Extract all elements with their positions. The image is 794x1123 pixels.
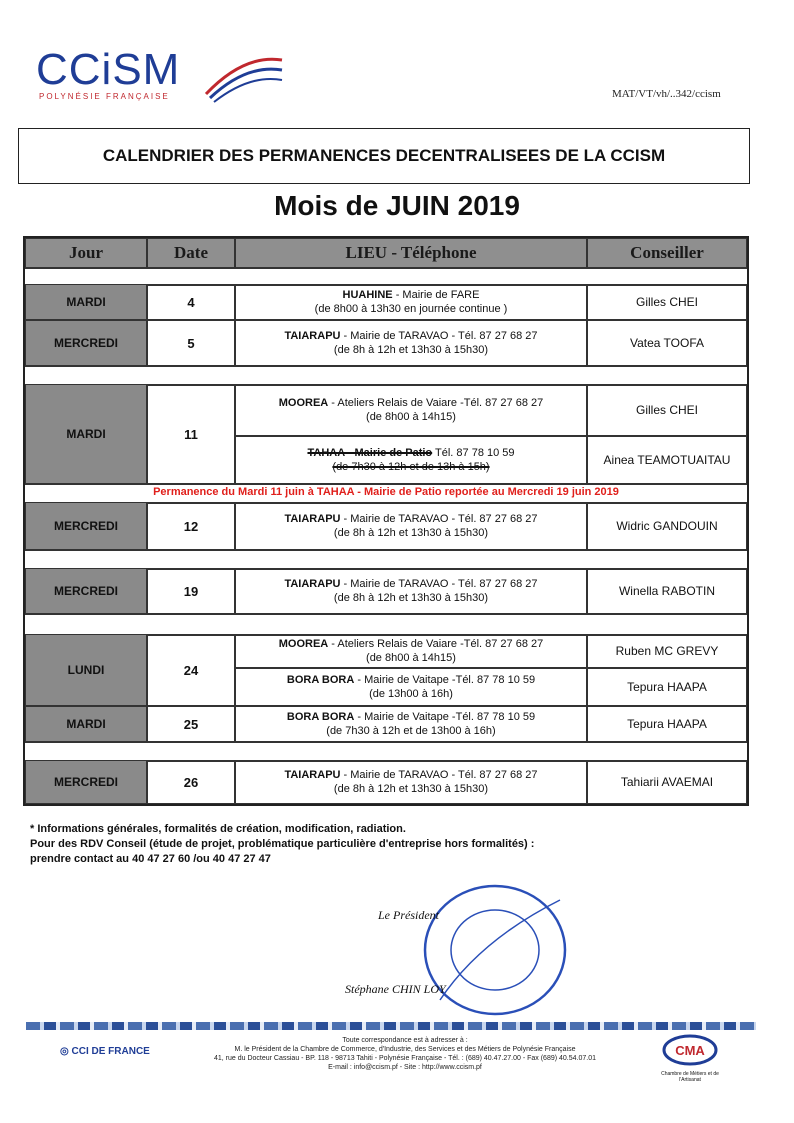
place-detail: - Mairie de FARE	[392, 289, 480, 301]
table-row	[25, 634, 747, 706]
logo-text: CCiSM	[36, 45, 181, 94]
date-cell: 25	[147, 706, 235, 742]
advisor-cell: Tahiarii AVAEMAI	[587, 760, 747, 804]
advisor-cell: Vatea TOOFA	[587, 320, 747, 366]
table-row	[25, 502, 747, 550]
place-name: BORA BORA	[286, 674, 355, 686]
place-detail: - Mairie de TARAVAO - Tél. 87 27 68 27	[340, 513, 538, 525]
table-row	[25, 760, 747, 804]
information-notes	[30, 822, 730, 867]
day-cell: MERCREDI	[25, 760, 147, 804]
place-name: TAIARAPU	[284, 769, 341, 781]
schedule-table	[23, 236, 749, 806]
hours: (de 8h00 à 13h30 en journée continue )	[314, 303, 508, 315]
place-detail: - Ateliers Relais de Vaiare -Tél. 87 27 68 27	[328, 397, 544, 409]
signatory-name: Stéphane CHIN LOY	[345, 982, 446, 996]
cma-logo	[660, 1034, 720, 1084]
date-cell: 19	[147, 568, 235, 614]
ccism-logo	[36, 45, 276, 108]
place-name: TAIARAPU	[284, 578, 341, 590]
day-cell: MARDI	[25, 706, 147, 742]
place-name: HUAHINE	[342, 289, 393, 301]
table-header-row	[25, 238, 747, 268]
place-detail: Tél. 87 78 10 59	[432, 447, 515, 459]
date-cell: 5	[147, 320, 235, 366]
place-name: MOOREA	[278, 638, 329, 650]
col-header-place: LIEU - Téléphone	[235, 238, 587, 268]
place-cell	[235, 568, 587, 614]
table-spacer	[25, 614, 747, 636]
note-line: Pour des RDV Conseil (étude de projet, problématique particulière d'entreprise hors formalités) :	[30, 838, 535, 850]
address-line: Toute correspondance est à adresser à :	[342, 1037, 468, 1044]
col-header-date: Date	[147, 238, 235, 268]
place-name: TAIARAPU	[284, 330, 341, 342]
hours: (de 7h30 à 12h et de 13h à 15h)	[332, 461, 490, 473]
advisor-cell: Winella RABOTIN	[587, 568, 747, 614]
advisor-cell: Tepura HAAPA	[587, 668, 747, 706]
advisor-cell: Gilles CHEI	[587, 284, 747, 320]
date-cell: 26	[147, 760, 235, 804]
table-spacer	[25, 366, 747, 386]
hours: (de 13h00 à 16h)	[369, 688, 453, 700]
advisor-cell: Ruben MC GREVY	[587, 634, 747, 668]
month-title: Mois de JUIN 2019	[274, 190, 520, 221]
table-spacer	[25, 550, 747, 570]
day-cell: MERCREDI	[25, 568, 147, 614]
logo-tagline: POLYNÉSIE FRANÇAISE	[39, 92, 170, 101]
table-row	[25, 284, 747, 320]
table-row	[25, 320, 747, 366]
place-name: MOOREA	[278, 397, 329, 409]
date-cell: 11	[147, 384, 235, 484]
advisor-cell: Ainea TEAMOTUAITAU	[587, 436, 747, 484]
day-cell: MERCREDI	[25, 502, 147, 550]
reference-number: MAT/VT/vh/..342/ccism	[612, 88, 721, 100]
advisor-cell: Widric GANDOUIN	[587, 502, 747, 550]
place-detail: - Mairie de TARAVAO - Tél. 87 27 68 27	[340, 769, 538, 781]
signatory-title: Le Président	[378, 908, 439, 922]
advisor-cell: Gilles CHEI	[587, 384, 747, 436]
cci-logo-icon: ◎	[60, 1046, 72, 1057]
table-row	[25, 384, 747, 484]
place-detail: - Ateliers Relais de Vaiare -Tél. 87 27 68 27	[328, 638, 544, 650]
date-cell: 4	[147, 284, 235, 320]
date-cell: 24	[147, 634, 235, 706]
place-name: TAHAA - Mairie de Patio	[307, 447, 433, 459]
document-title: CALENDRIER DES PERMANENCES DECENTRALISEES DE LA CCISM	[18, 128, 750, 184]
note-line: * Informations générales, formalités de création, modification, radiation.	[30, 823, 406, 835]
table-row	[25, 568, 747, 614]
address-line: E-mail : info@ccism.pf - Site : http://www.ccism.pf	[328, 1064, 482, 1071]
logo-swoosh-icon	[204, 54, 284, 104]
place-cell-cancelled	[235, 436, 587, 484]
day-cell: MARDI	[25, 384, 147, 484]
table-row	[25, 706, 747, 742]
table-spacer	[25, 742, 747, 762]
hours: (de 8h00 à 14h15)	[366, 411, 456, 423]
place-detail: - Mairie de TARAVAO - Tél. 87 27 68 27	[340, 578, 538, 590]
hours: (de 8h à 12h et 13h30 à 15h30)	[333, 344, 489, 356]
place-cell	[235, 668, 587, 706]
place-cell	[235, 634, 587, 668]
advisor-cell: Tepura HAAPA	[587, 706, 747, 742]
day-cell: MERCREDI	[25, 320, 147, 366]
place-cell	[235, 384, 587, 436]
place-cell	[235, 284, 587, 320]
cma-caption: Chambre de Métiers et de l'Artisanat	[661, 1071, 719, 1083]
official-stamp-icon	[420, 880, 570, 1020]
day-cell: LUNDI	[25, 634, 147, 706]
cma-logo-icon	[660, 1034, 720, 1066]
col-header-advisor: Conseiller	[587, 238, 747, 268]
cci-logo-text: CCI DE FRANCE	[71, 1046, 150, 1057]
place-detail: - Mairie de Vaitape -Tél. 87 78 10 59	[354, 711, 536, 723]
hours: (de 7h30 à 12h et de 13h00 à 16h)	[326, 725, 496, 737]
col-header-day: Jour	[25, 238, 147, 268]
decorative-band	[26, 1022, 756, 1030]
hours: (de 8h à 12h et 13h30 à 15h30)	[333, 783, 489, 795]
postponement-notice: Permanence du Mardi 11 juin à TAHAA - Mairie de Patio reportée au Mercredi 19 juin 2019	[153, 486, 619, 498]
hours: (de 8h à 12h et 13h30 à 15h30)	[333, 592, 489, 604]
footer-address	[170, 1036, 640, 1072]
address-line: 41, rue du Docteur Cassiau - BP. 118 - 98713 Tahiti - Polynésie Française - Tél. : (689) 40.47.27.00 - Fax (689) 40.54.07.01	[214, 1055, 596, 1062]
svg-text:CMA: CMA	[675, 1043, 705, 1058]
place-name: BORA BORA	[286, 711, 355, 723]
place-cell	[235, 706, 587, 742]
place-name: TAIARAPU	[284, 513, 341, 525]
hours: (de 8h à 12h et 13h30 à 15h30)	[333, 527, 489, 539]
place-detail: - Mairie de TARAVAO - Tél. 87 27 68 27	[340, 330, 538, 342]
date-cell: 12	[147, 502, 235, 550]
place-cell	[235, 320, 587, 366]
place-detail: - Mairie de Vaitape -Tél. 87 78 10 59	[354, 674, 536, 686]
cci-france-logo	[60, 1046, 150, 1057]
place-cell	[235, 760, 587, 804]
address-line: M. le Président de la Chambre de Commerce, d'Industrie, des Services et des Métiers de Polynésie Française	[234, 1046, 576, 1053]
hours: (de 8h00 à 14h15)	[366, 652, 456, 664]
note-line: prendre contact au 40 47 27 60 /ou 40 47 27 47	[30, 853, 271, 865]
place-cell	[235, 502, 587, 550]
day-cell: MARDI	[25, 284, 147, 320]
